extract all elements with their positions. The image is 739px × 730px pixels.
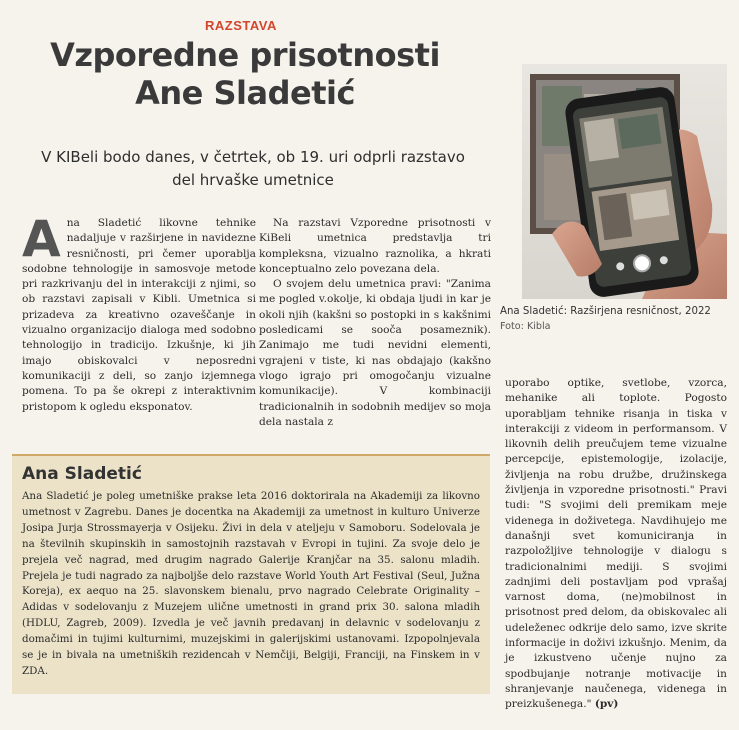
bio-title: Ana Sladetić bbox=[22, 464, 142, 484]
headline-line-2: Ane Sladetić bbox=[135, 74, 355, 112]
column-3-text bbox=[505, 376, 727, 713]
bio-box bbox=[12, 454, 490, 694]
article-column-2 bbox=[259, 216, 491, 430]
article-column-3 bbox=[505, 376, 727, 713]
column-2-paragraph-1: Na razstavi Vzporedne prisotnosti v KiBeli umetnica predstavlja tri kompleksna, vizualno raznolika, a hkrati konceptualno zelo povezana dela. bbox=[259, 217, 491, 275]
article-photo bbox=[522, 64, 727, 299]
author-signature: (pv) bbox=[594, 698, 619, 711]
headline bbox=[30, 36, 460, 112]
subtitle bbox=[18, 146, 488, 192]
column-1-text: na Sladetić likovne tehnike nadaljuje v razširjene in navidezne resničnosti, pri čemer uporablja sodobne tehnologije in samosvoje metode pri razkrivanju del in interakciji z njimi, so ob razstavi zapisali v Kibli. Umetnica si prizadeva za kreativno ozaveščanje in vizualno organizacijo dialoga med sodobno tehnologijo in tradicijo. Izkušnje, ki jih imajo obiskovalci v neposredni komunikaciji z deli, so zanjo izjemnega pomena. To pa še okrepi z interaktivnim pristopom k ogledu eksponatov. bbox=[22, 217, 256, 413]
column-3-body: uporabo optike, svetlobe, vzorca, mehanike ali toplote. Pogosto uporabljam tehnike risanja in tiska v interakciji z videom in performansom. V likovnih delih preučujem teme vizualne percepcije, epistemologije, izolacije, življenja na robu družbe, družinskega življenja in vzporedne prisotnosti." Pravi tudi: "S svojimi deli premikam meje videnega in doživetega. Navdihujejo me današnji svet komuniciranja in razpoložljive tehnologije v dialogu s tradicionalnimi mediji. S svojimi zadnjimi deli postavljam pod vprašaj varnost doma, (ne)mobilnost in prisotnost pred delom, da obiskovalec ali udeleženec odkrije delo samo, izve skrite informacije in doživi izkušnjo. Menim, da je izkustveno učenje nujno za spodbujanje notranje motivacije in shranjevanje naučenega, videnega in preizkušenega." bbox=[505, 377, 727, 711]
photo-credit: Foto: Kibla bbox=[500, 321, 551, 332]
photo-caption-block bbox=[500, 304, 730, 334]
photo-caption: Ana Sladetić: Razširjena resničnost, 2022 bbox=[500, 306, 711, 317]
subtitle-line-1: V KIBeli bodo danes, v četrtek, ob 19. uri odprli razstavo bbox=[41, 148, 465, 166]
subtitle-line-2: del hrvaške umetnice bbox=[172, 171, 334, 189]
section-tag: RAZSTAVA bbox=[205, 18, 277, 33]
column-2-paragraph-2: O svojem delu umetnica pravi: "Zanima me pogled v.okolje, ki obdaja ljudi in kar je okoli njih (kakšni so postopki in s kakšnimi posledicami se sooča posameznik). Zanimajo me tudi nevidni elementi, vgrajeni v tiste, ki nas obdajajo (kakšno vlogo igrajo pri omogočanju vizualne komunikacije). V kombinaciji tradicionalnih in sodobnih medijev so moja dela nastala z bbox=[259, 278, 491, 428]
article-column-1 bbox=[22, 210, 256, 415]
headline-line-1: Vzporedne prisotnosti bbox=[50, 36, 440, 74]
dropcap: A bbox=[22, 210, 61, 268]
bio-text: Ana Sladetić je poleg umetniške prakse leta 2016 doktorirala na Akademiji za likovno umetnost v Zagrebu. Danes je docentka na Akademiji za umetnost in kulturo Univerze Josipa Jurja Strossmayerja v Osijeku. Živi in dela v ateljeju v Samoboru. Sodelovala je na številnih skupinskih in samostojnih razstavah v Evropi in tujini. Za svoje delo je prejela več nagrad, med drugim nagrado Galerije Kranjčar na 35. salonu mladih. Prejela je tudi nagrado za najboljše delo razstave World Youth Art Festival (Seul, Južna Koreja), ex aequo na 25. slavonskem bienalu, prvo nagrado Celebrate Originality – Adidas v sodelovanju z Muzejem ulične umetnosti in grand prix 30. salona mladih (HDLU, Zagreb, 2009). Izvedla je več javnih predavanj in delavnic v sodelovanju z domačimi in tujimi kulturnimi, muzejskimi in galerijskimi ustanovami. Izpopolnjevala se je in bivala na umetniških rezidencah v Nemčiji, Belgiji, Franciji, na Finskem in v ZDA. bbox=[22, 490, 480, 677]
phone-photo-illustration bbox=[522, 64, 727, 299]
